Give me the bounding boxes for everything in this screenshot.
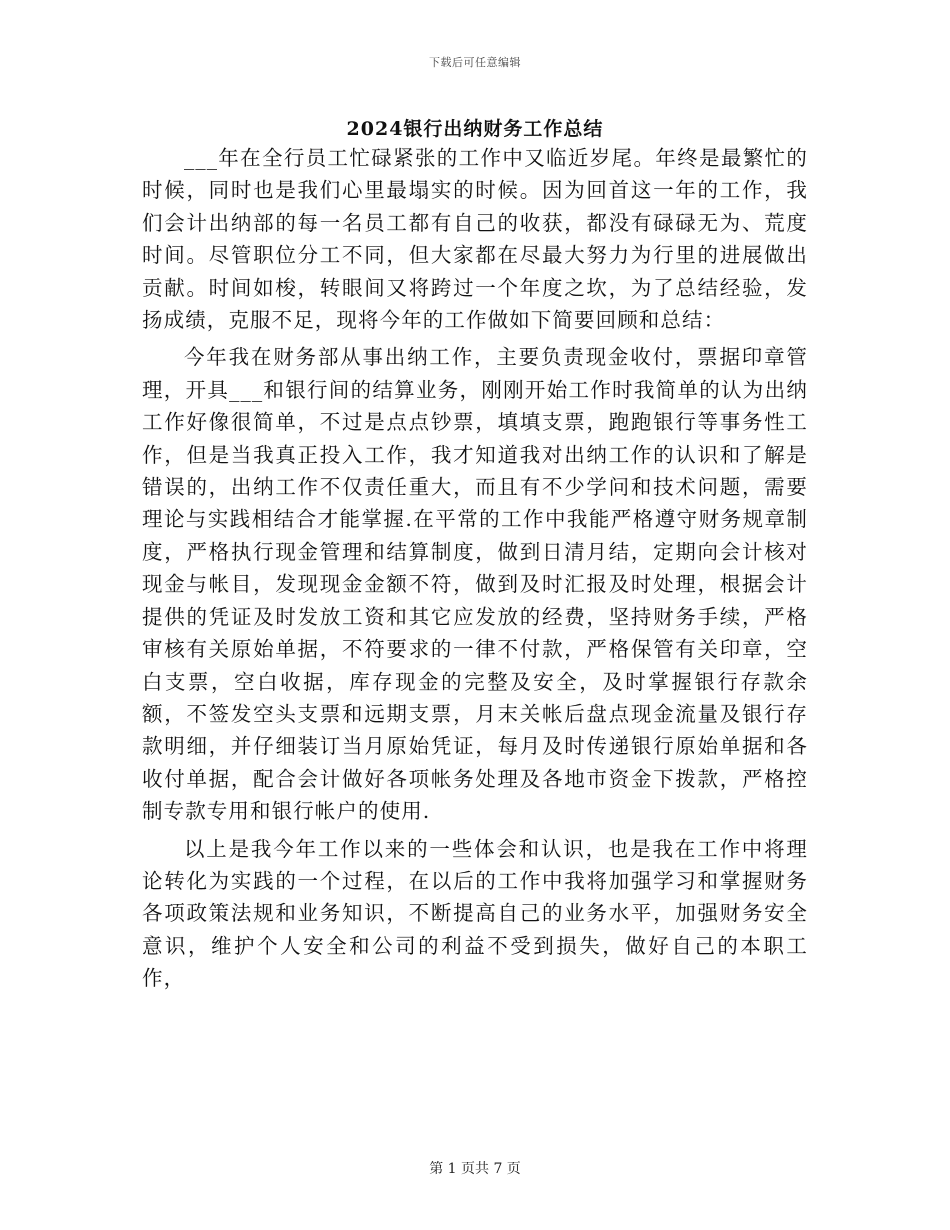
page-footer: 第 1 页共 7 页 <box>429 1161 521 1177</box>
document-title: 2024银行出纳财务工作总结 <box>346 118 604 140</box>
header-note: 下载后可任意编辑 <box>429 56 521 69</box>
paragraph-conclusion: 以上是我今年工作以来的一些体会和认识，也是我在工作中将理论转化为实践的一个过程，在以后的工作中我将加强学习和掌握财务各项政策法规和业务知识，不断提高自己的业务水平，加强财务安全意识，维护个人安全和公司的利益不受到损失，做好自己的本职工作， <box>142 836 808 991</box>
document-body <box>142 142 808 995</box>
paragraph-intro: ___年在全行员工忙碌紧张的工作中又临近岁尾。年终是最繁忙的时候，同时也是我们心里最塌实的时候。因为回首这一年的工作，我们会计出纳部的每一名员工都有自己的收获，都没有碌碌无为、荒度时间。尽管职位分工不同，但大家都在尽最大努力为行里的进展做出贡献。时间如梭，转眼间又将跨过一个年度之坎，为了总结经验，发扬成绩，克服不足，现将今年的工作做如下简要回顾和总结： <box>142 146 808 333</box>
paragraph-work-details: 今年我在财务部从事出纳工作，主要负责现金收付，票据印章管理，开具___和银行间的结算业务，刚刚开始工作时我简单的认为出纳工作好像很简单，不过是点点钞票，填填支票，跑跑银行等事务性工作，但是当我真正投入工作，我才知道我对出纳工作的认识和了解是错误的，出纳工作不仅责任重大，而且有不少学问和技术问题，需要理论与实践相结合才能掌握.在平常的工作中我能严格遵守财务规章制度，严格执行现金管理和结算制度，做到日清月结，定期向会计核对现金与帐目，发现现金金额不符，做到及时汇报及时处理，根据会计提供的凭证及时发放工资和其它应发放的经费，坚持财务手续，严格审核有关原始单据，不符要求的一律不付款，严格保管有关印章，空白支票，空白收据，库存现金的完整及安全，及时掌握银行存款余额，不签发空头支票和远期支票，月末关帐后盘点现金流量及银行存款明细，并仔细装订当月原始凭证，每月及时传递银行原始单据和各收付单据，配合会计做好各项帐务处理及各地市资金下拨款，严格控制专款专用和银行帐户的使用. <box>142 345 808 824</box>
